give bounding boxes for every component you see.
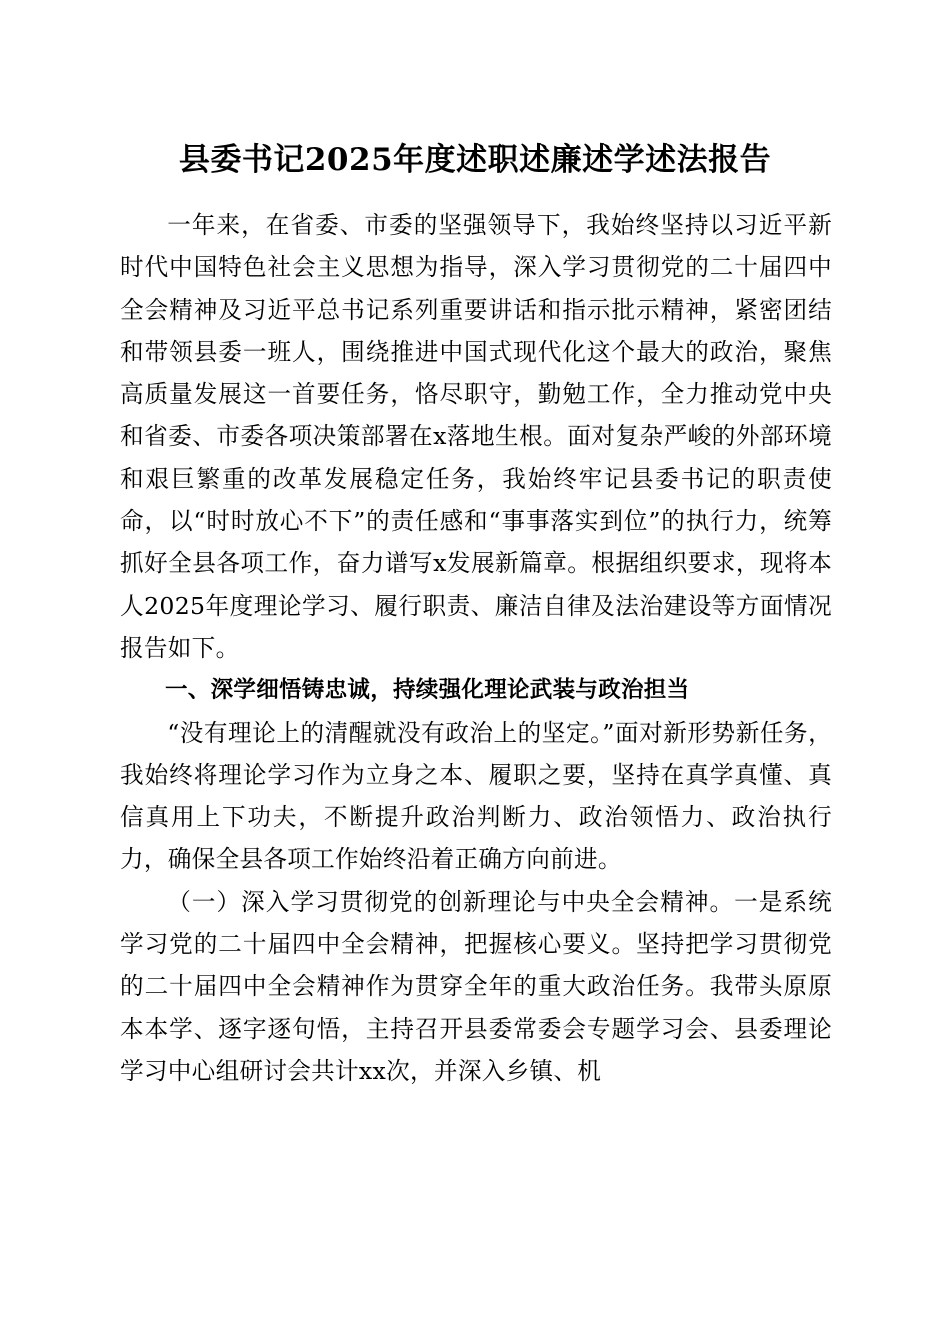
document-body xyxy=(120,204,832,1092)
document-title: 县委书记2025年度述职述廉述学述法报告 xyxy=(178,142,772,178)
section-heading-1: 一、深学细悟铸忠诚，持续强化理论武装与政治担当 xyxy=(165,677,690,704)
intro-paragraph: 一年来，在省委、市委的坚强领导下，我始终坚持以习近平新时代中国特色社会主义思想为指导，深入学习贯彻党的二十届四中全会精神及习近平总书记系列重要讲话和指示批示精神，紧密团结和带领县委一班人，围绕推进中国式现代化这个最大的政治，聚焦高质量发展这一首要任务，恪尽职守，勤勉工作，全力推动党中央和省委、市委各项决策部署在x落地生根。面对复杂严峻的外部环境和艰巨繁重的改革发展稳定任务，我始终牢记县委书记的职责使命，以“时时放心不下”的责任感和“事事落实到位”的执行力，统筹抓好全县各项工作，奋力谱写x发展新篇章。根据组织要求，现将本人2025年度理论学习、履行职责、廉洁自律及法治建设等方面情况报告如下。 xyxy=(120,211,832,662)
section-1-paragraph: “没有理论上的清醒就没有政治上的坚定。”面对新形势新任务，我始终将理论学习作为立身之本、履职之要，坚持在真学真懂、真信真用上下功夫，不断提升政治判断力、政治领悟力、政治执行力，确保全县各项工作始终沿着正确方向前进。 xyxy=(120,718,832,874)
subsection-1-paragraph: （一）深入学习贯彻党的创新理论与中央全会精神。一是系统学习党的二十届四中全会精神，把握核心要义。坚持把学习贯彻党的二十届四中全会精神作为贯穿全年的重大政治任务。我带头原原本本学、逐字逐句悟，主持召开县委常委会专题学习会、县委理论学习中心组研讨会共计xx次，并深入乡镇、机 xyxy=(120,887,832,1085)
